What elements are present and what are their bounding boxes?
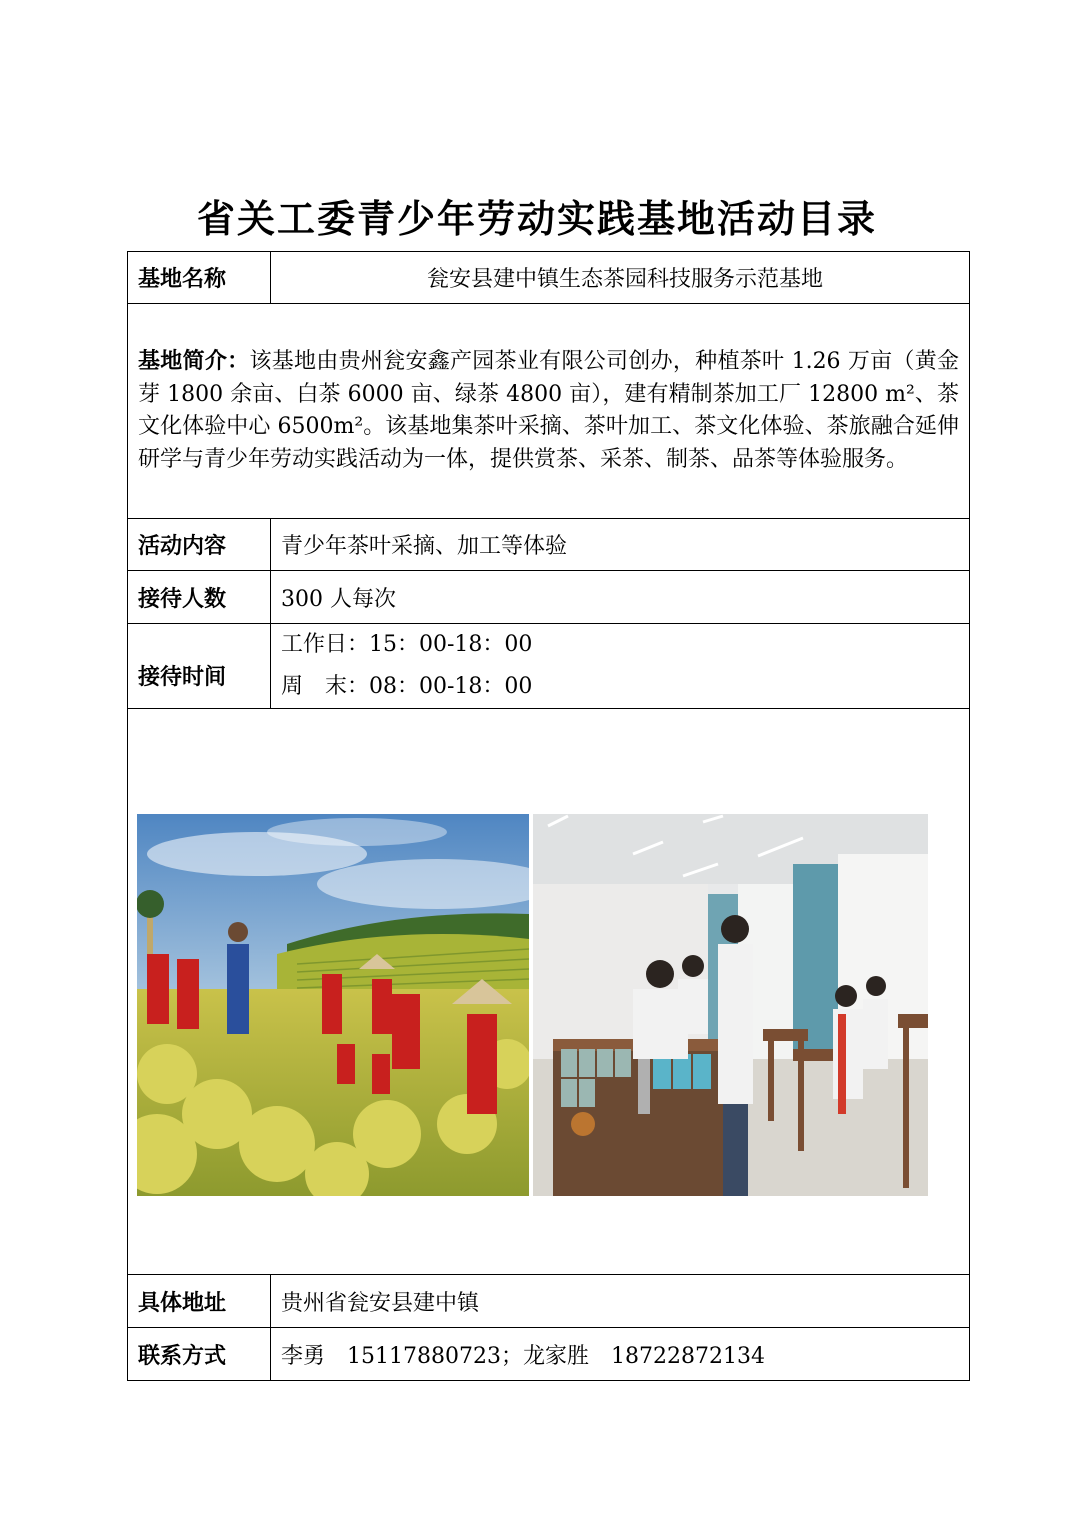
base-name-value: 瓮安县建中镇生态茶园科技服务示范基地 [271,252,970,304]
row-photos [128,709,970,1275]
row-capacity [128,571,970,624]
page-title: 省关工委青少年劳动实践基地活动目录 [196,196,877,241]
activity-label: 活动内容 [128,519,271,571]
row-intro [128,304,970,519]
activity-value: 青少年茶叶采摘、加工等体验 [271,519,970,571]
contact-value: 李勇 15117880723；龙家胜 18722872134 [271,1328,970,1381]
tea-garden-picking-photo [137,814,529,1196]
row-contact [128,1328,970,1381]
photo-cell [128,709,970,1275]
capacity-value: 300 人每次 [271,571,970,624]
address-value: 贵州省瓮安县建中镇 [271,1275,970,1328]
intro-cell [128,304,970,519]
base-name-label: 基地名称 [128,252,271,304]
hours-weekday: 工作日：15：00-18：00 [281,632,533,657]
row-address [128,1275,970,1328]
capacity-label: 接待人数 [128,571,271,624]
address-label: 具体地址 [128,1275,271,1328]
intro-text: 该基地由贵州瓮安鑫产园茶业有限公司创办，种植茶叶 1.26 万亩（黄金芽 1800 余亩、白茶 6000 亩、绿茶 4800 亩），建有精制茶加工厂 12800 m²、茶文化体验中心 6500m²。该基地集茶叶采摘、茶叶加工、茶文化体验、茶旅融合延伸研学与青少年劳动实践活动为一体，提供赏茶、采茶、制茶、品茶等体验服务。 [138,349,959,472]
row-activity [128,519,970,571]
hours-label: 接待时间 [128,624,271,709]
row-base-name [128,252,970,304]
hours-value [271,624,970,709]
info-table [127,251,970,1381]
tea-classroom-photo [533,814,928,1196]
contact-label: 联系方式 [128,1328,271,1381]
intro-label: 基地简介： [138,349,250,374]
row-hours [128,624,970,709]
hours-weekend: 周 末：08：00-18：00 [281,674,533,699]
